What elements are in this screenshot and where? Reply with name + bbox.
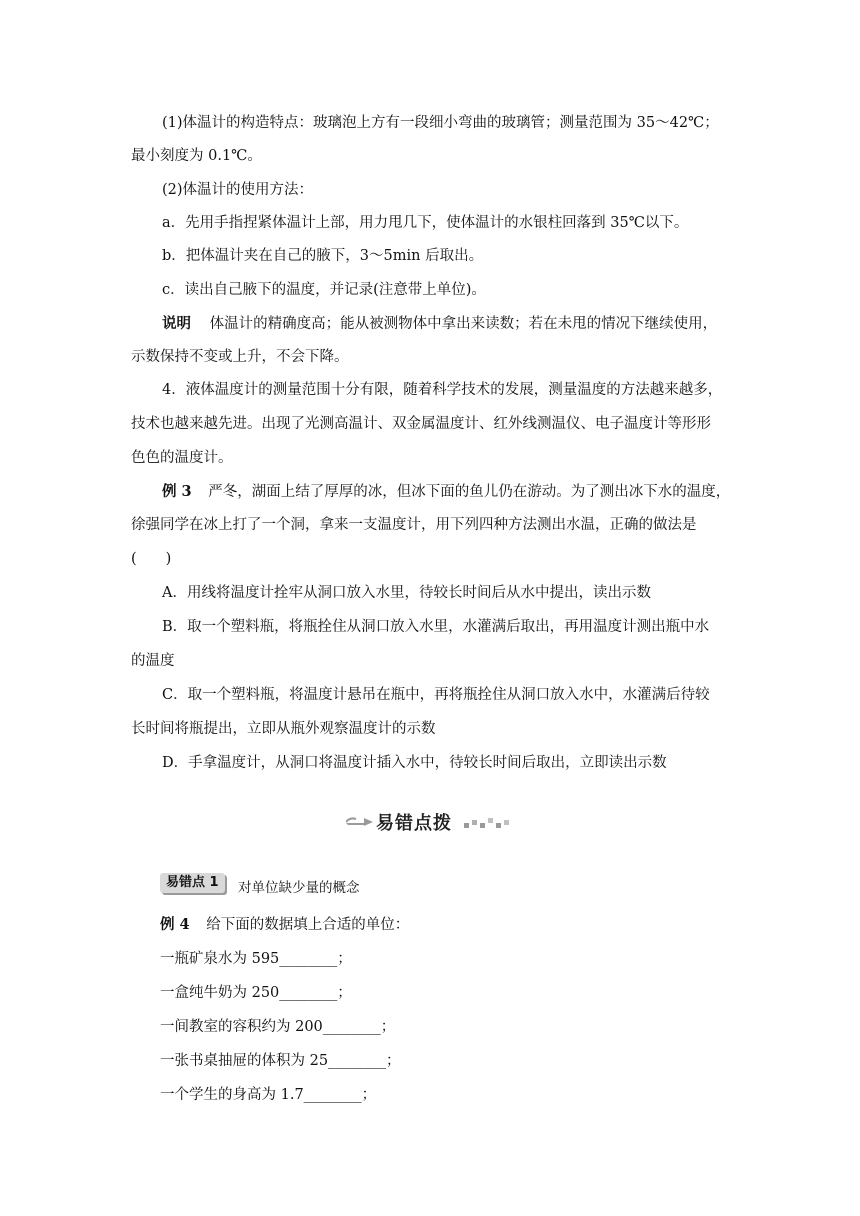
paragraph-usage-heading: (2)体温计的使用方法： <box>162 182 314 198</box>
error-point-title: 对单位缺少量的概念 <box>238 880 360 896</box>
step-a: a．先用手指捏紧体温计上部，用力甩几下，使体温计的水银柱回落到 35℃以下。 <box>162 215 689 231</box>
fill-item-5: 一个学生的身高为 1.7________； <box>160 1087 377 1103</box>
example-3-text: 严冬，湖面上结了厚厚的冰，但冰下面的鱼儿仍在游动。为了测出冰下水的温度， <box>208 484 731 500</box>
example-3-question <box>162 482 730 502</box>
paragraph-4: 4．液体温度计的测量范围十分有限，随着科学技术的发展，测量温度的方法越来越多， <box>162 382 723 398</box>
option-c-cont: 长时间将瓶提出，立即从瓶外观察温度计的示数 <box>131 721 436 737</box>
example-3-label: 例 3 <box>162 483 192 500</box>
fill-item-4: 一张书桌抽屉的体积为 25________； <box>160 1053 401 1069</box>
option-d: D．手拿温度计，从洞口将温度计插入水中，待较长时间后取出，立即读出示数 <box>162 755 667 771</box>
example-4-label: 例 4 <box>160 916 190 933</box>
example-4-question <box>160 915 409 935</box>
dots-icon <box>462 813 512 829</box>
error-point-tag: 易错点 1 <box>160 873 225 893</box>
fill-item-1: 一瓶矿泉水为 595________； <box>160 951 352 967</box>
arrow-icon <box>346 813 374 829</box>
note-paragraph <box>162 314 717 334</box>
answer-blank: ( ) <box>131 551 172 567</box>
banner-title: 易错点拨 <box>376 813 452 834</box>
step-b: b．把体温计夹在自己的腋下，3～5min 后取出。 <box>162 248 484 264</box>
example-3-text-cont: 徐强同学在冰上打了一个洞，拿来一支温度计，用下列四种方法测出水温，正确的做法是 <box>131 517 697 533</box>
step-c: c．读出自己腋下的温度，并记录(注意带上单位)。 <box>162 282 486 298</box>
fill-item-2: 一盒纯牛奶为 250________； <box>160 985 352 1001</box>
option-a: A．用线将温度计拴牢从洞口放入水里，待较长时间后从水中提出，读出示数 <box>162 585 651 601</box>
option-c: C．取一个塑料瓶，将温度计悬吊在瓶中，再将瓶拴住从洞口放入水中，水灌满后待较 <box>162 687 710 703</box>
section-banner <box>346 805 516 839</box>
paragraph-thermometer-structure-cont: 最小刻度为 0.1℃。 <box>131 148 262 164</box>
paragraph-thermometer-structure: (1)体温计的构造特点：玻璃泡上方有一段细小弯曲的玻璃管；测量范围为 35～42℃； <box>162 115 719 131</box>
option-b-cont: 的温度 <box>131 653 175 669</box>
paragraph-4-cont-1: 技术也越来越先进。出现了光测高温计、双金属温度计、红外线测温仪、电子温度计等形形 <box>131 416 711 432</box>
note-paragraph-cont: 示数保持不变或上升，不会下降。 <box>131 349 349 365</box>
fill-item-3: 一间教室的容积约为 200________； <box>160 1019 396 1035</box>
option-b: B．取一个塑料瓶，将瓶拴住从洞口放入水里，水灌满后取出，再用温度计测出瓶中水 <box>162 619 710 635</box>
example-4-text: 给下面的数据填上合适的单位： <box>206 917 410 933</box>
note-label: 说明 <box>162 315 191 332</box>
paragraph-4-cont-2: 色色的温度计。 <box>131 450 233 466</box>
note-text: 体温计的精确度高；能从被测物体中拿出来读数；若在未甩的情况下继续使用， <box>209 316 718 332</box>
